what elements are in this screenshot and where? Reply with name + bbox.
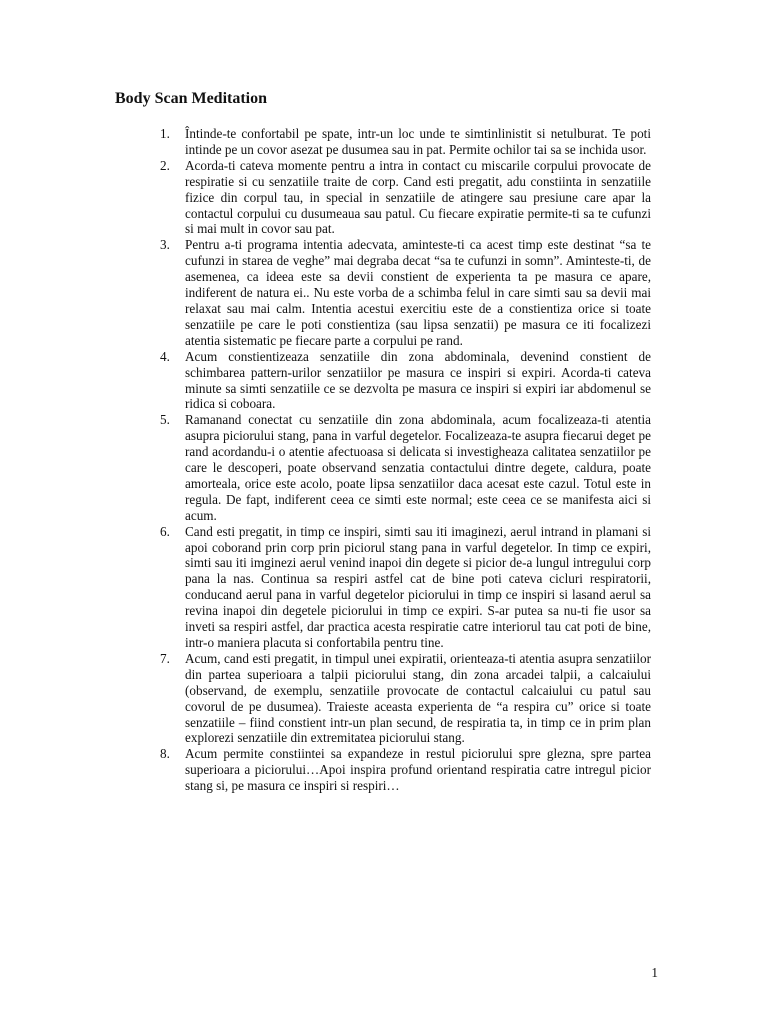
- step-number: 1.: [160, 126, 170, 141]
- step-text: Pentru a-ti programa intentia adecvata, aminteste-ti ca acest timp este destinat “sa te cufunzi in starea de veghe” mai degraba decat “sa te cufunzi in somn”. Aminteste-ti, de asemenea, ca ideea este sa devii constient de experienta ta pe masura ce apare, indiferent de natura ei.. Nu este vorba de a schimba felul in care simti sau sa devii mai relaxat sau mai calm. Intentia acestui exercitiu este de a constientiza orice si toate senzatiile pe care le poti constientiza (sau lipsa senzatii) pe masura ce iti focalizezi atentia sistematic pe fiecare parte a corpului pe rand.: [185, 237, 651, 348]
- step-text: Ramanand conectat cu senzatiile din zona abdominala, acum focalizeaza-ti atentia asupra piciorului stang, pana in varful degetelor. Focalizeaza-te asupra fiecarui deget pe rand acordandu-i o atentie afectuoasa si delicata si investigheaza calitatea senzatiilor pe care le descoperi, poate observand senzatia contactului dintre degete, caldura, poate amorteala, orice este acolo, poate lipsa senzatiilor daca acesat este cazul. Totul este in regula. De fapt, indiferent ceea ce simti este normal; este ceea ce se manifesta aici si acum.: [185, 412, 651, 523]
- step-text: Întinde-te confortabil pe spate, intr-un loc unde te simtinlinistit si netulburat. Te poti intinde pe un covor asezat pe dusumea sau in pat. Permite ochilor tai sa se inchida usor.: [185, 126, 651, 157]
- list-item: [160, 157, 651, 238]
- step-text: Acum permite constiintei sa expandeze in restul piciorului spre glezna, spre partea superioara a piciorului…Apoi inspira profund orientand respiratia catre intregul picior stang si, pe masura ce inspiri si respiri…: [185, 746, 651, 794]
- step-number: 8.: [160, 746, 170, 762]
- list-item: [160, 412, 651, 523]
- document-title: Body Scan Meditation: [115, 90, 268, 107]
- step-number: 3.: [160, 237, 170, 253]
- step-number: 5.: [160, 412, 170, 428]
- page-number: 1: [651, 965, 658, 980]
- list-item: [160, 523, 651, 651]
- steps-list: [160, 126, 651, 794]
- list-item: [160, 746, 651, 794]
- step-number: 4.: [160, 348, 170, 364]
- list-item: [160, 237, 651, 348]
- list-item: [160, 126, 651, 158]
- step-text: Acum constientizeaza senzatiile din zona abdominala, devenind constient de schimbarea pattern-urilor senzatiilor pe masura ce inspiri si expiri. Acorda-ti cateva minute sa simti senzatiile ce se dezvolta pe masura ce inspiri si expiri iar abdomenul se ridica si coboara.: [185, 348, 651, 412]
- step-number: 7.: [160, 650, 170, 666]
- step-number: 6.: [160, 523, 170, 539]
- list-item: [160, 650, 651, 746]
- step-number: 2.: [160, 157, 170, 173]
- list-item: [160, 348, 651, 413]
- step-text: Cand esti pregatit, in timp ce inspiri, simti sau iti imaginezi, aerul intrand in plamani si apoi coborand prin corp prin piciorul stang pana in varful degetelor. In timp ce expiri, simti sau iti imginezi aerul venind inapoi din degete si picior de-a lungul intregului corp pana la nas. Continua sa respiri astfel cat de bine poti cateva cicluri respiratorii, conducand aerul pana in varful degetelor piciorului in timp ce inspiri si lasand aerul sa revina inapoi din degetele piciorului in timp ce expiri. S-ar putea sa nu-ti fie usor sa inveti sa respiri astfel, dar practica acesta respiratie catre interiorul tau cat poti de bine, intr-o maniera placuta si confortabila pentru tine.: [185, 523, 651, 650]
- step-text: Acorda-ti cateva momente pentru a intra in contact cu miscarile corpului provocate de respiratie si cu senzatiile traite de corp. Cand esti pregatit, adu constiinta in senzatiile fizice din corpul tau, in special in senzatiile de atingere sau presiune care apar la contactul corpului cu dusumeaua sau patul. Cu fiecare expiratie permite-ti sa te cufunzi si mai mult in covor sau pat.: [185, 157, 651, 237]
- step-text: Acum, cand esti pregatit, in timpul unei expiratii, orienteaza-ti atentia asupra senzatiilor din partea superioara a talpii piciorului stang, din zona arcadei talpii, a calcaiului (observand, de exemplu, senzatiile provocate de contactul calcaiului cu patul sau covorul de pe dusumea). Traieste aceasta experienta de “a respira cu” orice si toate senzatiile – fiind constient intr-un plan secund, de respiratia ta, in timp ce in prim plan explorezi senzatiile din extremitatea piciorului stang.: [185, 650, 651, 746]
